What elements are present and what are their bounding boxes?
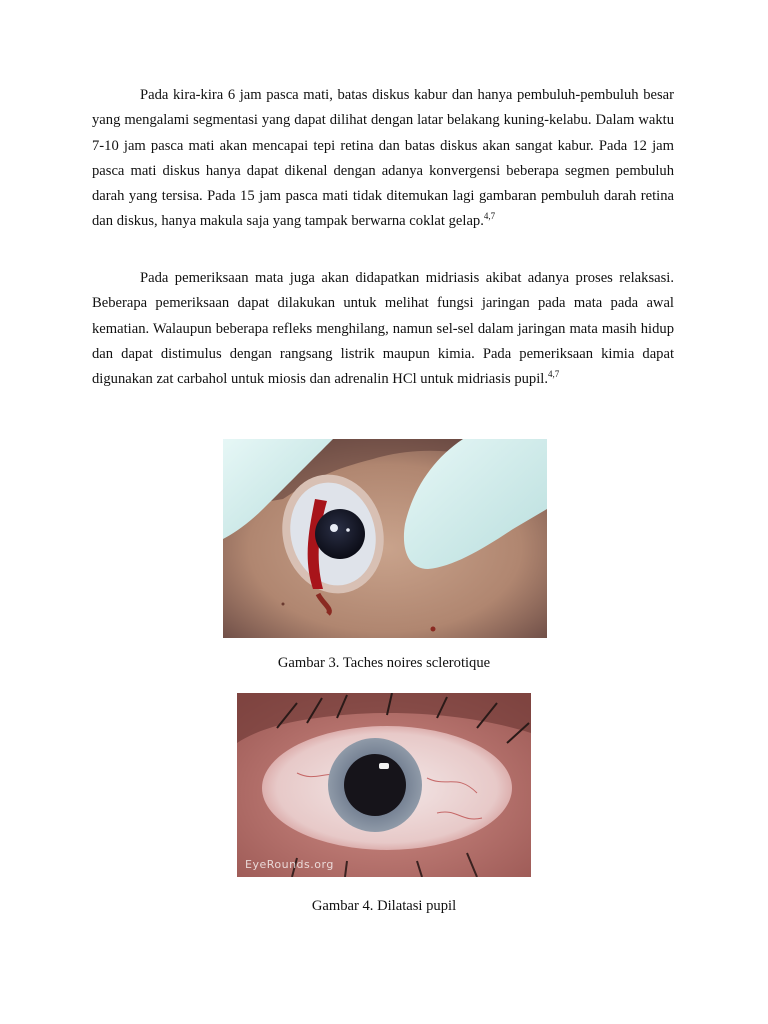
paragraph-1-text: Pada kira-kira 6 jam pasca mati, batas diskus kabur dan hanya pembuluh-pembuluh besar yang mengalami segmentasi yang dapat dilihat dengan latar belakang kuning-kelabu. Dalam waktu 7-10 jam pasca mati akan mencapai tepi retina dan batas diskus akan sangat kabur. Pada 12 jam pasca mati diskus hanya dapat dikenal dengan adanya konvergensi beberapa segmen pembuluh darah yang tersisa. Pada 15 jam pasca mati tidak ditemukan lagi gambaran pembuluh darah retina dan diskus, hanya makula saja yang tampak berwarna coklat gelap. (92, 87, 674, 230)
citation-superscript: 4,7 (483, 211, 496, 222)
eye-photo-dilated-pupil (237, 693, 531, 877)
paragraph-2-text: Pada pemeriksaan mata juga akan didapatkan midriasis akibat adanya proses relaksasi. Beberapa pemeriksaan dapat dilakukan untuk melihat fungsi jaringan pada mata pada awal kematian. Walaupun beberapa refleks menghilang, namun sel-sel dalam jaringan mata masih hidup dan dapat distimulus dengan rangsang listrik maupun kimia. Pada pemeriksaan kimia dapat digunakan zat carbahol untuk miosis dan adrenalin HCl untuk midriasis pupil. (92, 270, 674, 388)
eye-photo-taches-noires (223, 439, 547, 638)
image-watermark: EyeRounds.org (245, 858, 334, 871)
figure-3-image (223, 439, 547, 638)
paragraph-2 (92, 266, 674, 392)
paragraph-1 (92, 83, 674, 235)
figure-4-image (237, 693, 531, 877)
figure-3-caption: Gambar 3. Taches noires sclerotique (277, 655, 491, 671)
citation-superscript: 4,7 (547, 369, 560, 380)
figure-4-caption: Gambar 4. Dilatasi pupil (311, 898, 457, 914)
